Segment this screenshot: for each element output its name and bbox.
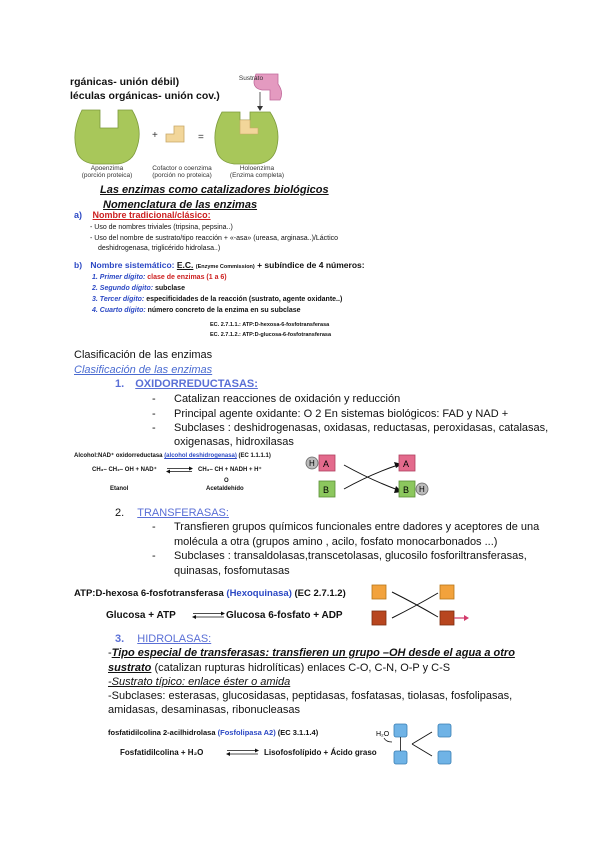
- apoenzyme-label: Apoenzima (porción proteica): [81, 165, 133, 179]
- oxi-rx-title: Alcohol:NAD⁺ oxidorreductasa: [74, 453, 163, 459]
- nomen-a-item-3: deshidrogenasa, triglicérido hidrolasa..): [98, 245, 221, 252]
- digit-row: 3. Tercer dígito: especificidades de la reacción (sustrato, agente oxidante..): [92, 296, 343, 303]
- hidro-rx-title: fosfatidilcolina 2-acilhidrolasa: [108, 728, 216, 737]
- svg-text:H: H: [309, 459, 315, 468]
- oxi-rx-enzyme: (alcohol deshidrogenasa): [164, 453, 237, 459]
- oxi-rx-left: CH₃– CH₂– OH + NAD⁺: [92, 467, 157, 473]
- nomen-example-2: EC. 2.7.1.2.: ATP:D-glucosa-6-fosfotransferasa: [210, 332, 332, 338]
- oxi-transfer-diagram: [304, 452, 434, 502]
- oxi-rx-ec: (EC 1.1.1.1): [238, 453, 271, 459]
- equilibrium-arrow: [226, 748, 260, 757]
- nomen-b-rest: + subíndice de 4 números:: [254, 260, 365, 270]
- svg-text:H: H: [419, 485, 425, 494]
- oxi-bullet-1: - Catalizan reacciones de oxidación y reducción: [152, 393, 401, 405]
- trans-reaction: [74, 586, 364, 626]
- trans-bullet-2-cont: quinasas, fosfomutasas: [174, 565, 290, 577]
- trans-rx-right: Glucosa 6-fosfato + ADP: [226, 610, 343, 621]
- hidro-diagram: [376, 720, 466, 770]
- oxi-bullet-3-cont: oxigenasas, hidroxilasas: [174, 436, 294, 448]
- heading-enzymes-catalysts: Las enzimas como catalizadores biológicos: [100, 184, 329, 196]
- svg-text:A: A: [323, 459, 330, 469]
- hidro-rx-enzyme: (Fosfolipasa A2): [217, 728, 276, 737]
- trans-rx-left: Glucosa + ATP: [106, 610, 176, 621]
- plus-sign: +: [152, 130, 158, 141]
- hidro-line-2: sustrato (catalizan rupturas hidrolíticas) enlaces C-O, C-N, O-P y C-S: [108, 662, 451, 674]
- oxi-bullet-2: - Principal agente oxidante: O 2 En sistemas biológicos: FAD y NAD +: [152, 408, 509, 420]
- svg-text:H₂O: H₂O: [376, 731, 390, 738]
- oxi-bullet-3: - Subclases : deshidrogenasas, oxidasas, reductasas, peroxidasas, catalasas,: [152, 422, 549, 434]
- equilibrium-arrow: [166, 466, 194, 474]
- trans-rx-enzyme: (Hexoquinasa): [226, 588, 292, 599]
- hidro-rx-ec: (EC 3.1.1.4): [277, 728, 319, 737]
- nomen-example-1: EC. 2.7.1.1.: ATP:D-hexosa-6-fosfotransferasa: [210, 322, 330, 328]
- equals-sign: =: [198, 132, 204, 143]
- trans-bullet-1: - Transfieren grupos químicos funcionales entre dadores y aceptores de una: [152, 521, 540, 533]
- section-oxidorreductasas: 1. OXIDORREDUCTASAS:: [115, 378, 258, 390]
- nomenclature-slide: [74, 210, 394, 345]
- digit-row: 1. Primer dígito: clase de enzimas (1 a 6): [92, 274, 227, 281]
- cofactor-label: Cofactor o coenzima (porción no proteica): [152, 165, 212, 179]
- oxi-rx-o: O: [224, 478, 229, 484]
- oxi-rx-name-left: Etanol: [110, 486, 129, 492]
- nomen-b-marker: b): [74, 260, 83, 270]
- nomen-b-ec: E.C.: [176, 260, 194, 270]
- digit-row: 2. Segundo dígito: subclase: [92, 285, 185, 292]
- svg-text:B: B: [403, 485, 410, 495]
- classification-heading: Clasificación de las enzimas: [74, 364, 213, 376]
- hidro-line-4: -Subclases: esterasas, glucosidasas, peptidasas, fosfatasas, tiolasas, fosfolipasas,: [108, 690, 513, 702]
- oxi-reaction: [74, 452, 304, 502]
- trans-transfer-diagram: [370, 584, 470, 630]
- cofactor-shape: [166, 126, 184, 142]
- nomen-b-ec-note: (Enzyme Commission): [195, 264, 255, 270]
- oxi-rx-name-right: Acetaldehído: [206, 486, 244, 492]
- hidro-reaction: [108, 724, 378, 764]
- trans-rx-ec: (EC 2.7.1.2): [294, 588, 346, 599]
- hidro-rx-left: Fosfatidilcolina + H₂O: [120, 748, 204, 757]
- substrate-label: Sustrato: [238, 75, 264, 82]
- hidro-rx-right: Lisofosfolípido + Ácido graso: [264, 748, 377, 757]
- equilibrium-arrow: [192, 611, 226, 620]
- hidro-line-1: -Tipo especial de transferasas: transfieren un grupo –OH desde el agua a otro: [108, 647, 515, 659]
- trans-bullet-1-cont: molécula a otra (grupos amino , acilo, fosfato monocarbonados ...): [174, 536, 498, 548]
- fig1-text-line2: léculas orgánicas- unión cov.): [70, 90, 220, 102]
- oxi-rx-right: CH₃– CH + NADH + H⁺: [198, 467, 262, 473]
- fig1-text-line1: rgánicas- unión débil): [70, 76, 180, 88]
- classification-plain-title: Clasificación de las enzimas: [74, 349, 213, 361]
- holoenzyme-figure: [70, 70, 290, 178]
- svg-text:B: B: [323, 485, 330, 495]
- nomen-a-item-2: - Uso del nombre de sustrato/tipo reacción + «-asa» (ureasa, arginasa..)/Láctico: [90, 235, 339, 242]
- nomen-b-title: Nombre sistemático:: [90, 260, 177, 270]
- section-hidrolasas: 3. HIDROLASAS:: [115, 633, 212, 645]
- nomen-a-title: Nombre tradicional/clásico:: [92, 210, 211, 220]
- section-transferasas: 2. TRANSFERASAS:: [115, 507, 229, 519]
- nomen-a-item-1: - Uso de nombres triviales (tripsina, pepsina..): [90, 224, 233, 231]
- hidro-line-3: -Sustrato típico: enlace éster o amida: [108, 676, 291, 688]
- nomen-a-marker: a): [74, 210, 83, 220]
- hidro-line-5: amidasas, desaminasas, ribonucleasas: [108, 704, 300, 716]
- heading-nomenclature: Nomenclatura de las enzimas: [103, 199, 258, 211]
- apoenzyme-shape: [75, 110, 139, 164]
- trans-rx-title: ATP:D-hexosa 6-fosfotransferasa: [74, 588, 224, 599]
- trans-bullet-2: - Subclases : transaldolasas,transcetolasas, glucosilo fosforiltransferasas,: [152, 550, 527, 562]
- digit-row: 4. Cuarto dígito: número concreto de la enzima en su subclase: [92, 307, 301, 314]
- holoenzyme-label: Holoenzima (Enzima completa): [229, 165, 285, 179]
- svg-text:A: A: [403, 459, 410, 469]
